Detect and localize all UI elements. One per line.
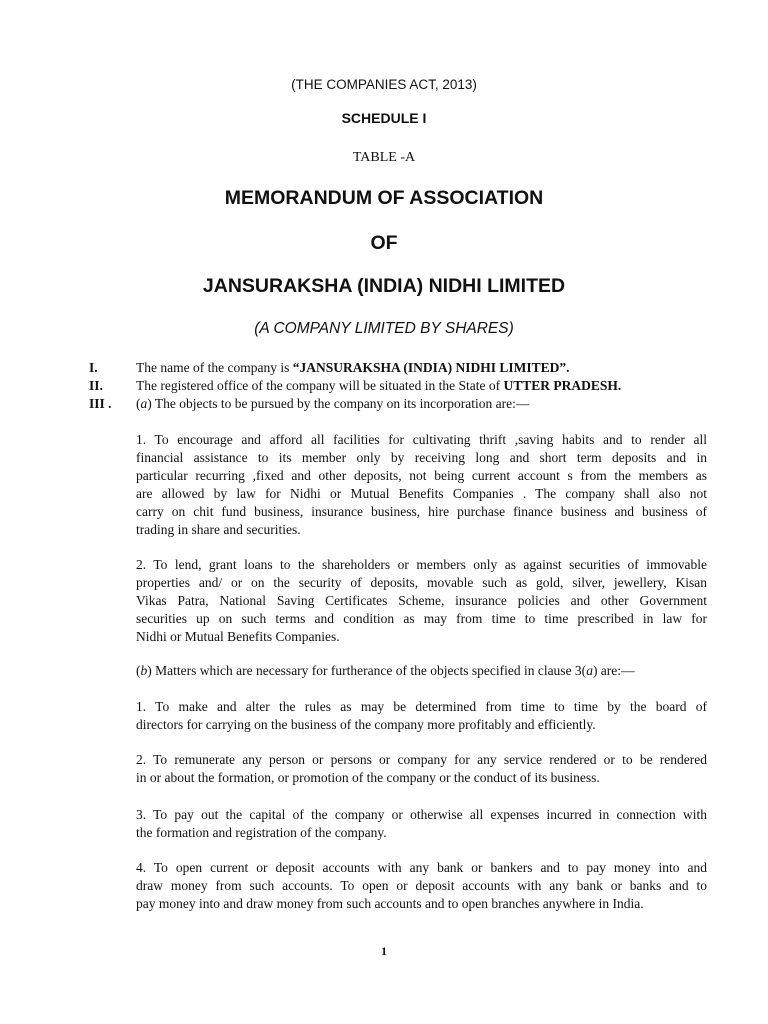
of-title: OF	[370, 232, 398, 254]
clause-letter: b	[140, 663, 148, 678]
act-reference: (THE COMPANIES ACT, 2013)	[291, 77, 477, 92]
paren: (	[136, 396, 141, 411]
company-type-subtitle: (A COMPANY LIMITED BY SHARES)	[254, 320, 514, 337]
paragraph-line: 1. To encourage and afford all facilities for cultivating thrift ,saving habits and to render all	[136, 432, 707, 447]
paren: (	[136, 663, 141, 678]
clause-text	[136, 395, 529, 413]
schedule-heading: SCHEDULE I	[341, 110, 427, 126]
paragraph-line: 1. To make and alter the rules as may be determined from time to time by the board of	[136, 699, 707, 714]
paragraph-line: are allowed by law for Nidhi or Mutual Benefits Companies . The company shall also not	[136, 486, 707, 501]
clause-letter: a	[586, 663, 593, 678]
clause-text-plain: ) The objects to be pursued by the company on its incorporation are:—	[147, 396, 530, 411]
paragraph-line: financial assistance to its member only by receiving long and short term deposits and in	[136, 450, 707, 465]
memorandum-title: MEMORANDUM OF ASSOCIATION	[224, 187, 544, 209]
table-heading: TABLE -A	[352, 150, 416, 165]
paragraph-line: properties and/ or on the security of deposits, movable such as gold, silver, jewellery, Kisan	[136, 575, 707, 590]
paragraph-line: particular recurring ,fixed and other deposits, not being current account s from the members as	[136, 468, 707, 483]
matters-heading	[136, 662, 707, 680]
object-item-2	[136, 556, 707, 646]
clause-text-plain: The registered office of the company will be situated in the State of	[136, 378, 504, 393]
paragraph-line: draw money from such accounts. To open or deposit accounts with any bank or banks and to	[136, 878, 707, 893]
paragraph-line: pay money into and draw money from such accounts and to open branches anywhere in India.	[136, 896, 644, 911]
clause-text	[136, 377, 621, 395]
paragraph-line: directors for carrying on the business of the company more profitably and efficiently.	[136, 717, 596, 732]
paragraph-line: in or about the formation, or promotion of the company or the conduct of its business.	[136, 770, 600, 785]
matter-item-4	[136, 859, 707, 913]
paragraph-line: securities up on such terms and condition as may from time to time prescribed in law for	[136, 611, 707, 626]
clause-letter: a	[140, 396, 148, 411]
paragraph-line: 4. To open current or deposit accounts with any bank or bankers and to pay money into and	[136, 860, 707, 875]
page-number: 1	[381, 944, 387, 958]
matter-item-3	[136, 806, 707, 842]
matter-item-1	[136, 698, 707, 734]
paragraph-line: 2. To lend, grant loans to the shareholders or members only as against securities of immovable	[136, 557, 707, 572]
clause-number: I.	[89, 360, 98, 375]
heading-text: ) Matters which are necessary for furtherance of the objects specified in clause 3(	[147, 663, 587, 678]
company-name-inline: “JANSURAKSHA (INDIA) NIDHI LIMITED”.	[292, 360, 570, 375]
paragraph-line: carry on chit fund business, insurance business, hire purchase finance business and business of	[136, 504, 707, 519]
paragraph-line: Nidhi or Mutual Benefits Companies.	[136, 629, 340, 644]
paragraph-line	[136, 662, 707, 680]
clause-text-plain: The name of the company is	[136, 360, 293, 375]
paragraph-line: trading in share and securities.	[136, 522, 301, 537]
company-name-title: JANSURAKSHA (INDIA) NIDHI LIMITED	[202, 275, 566, 297]
paragraph-line: 2. To remunerate any person or persons or company for any service rendered or to be rendered	[136, 752, 707, 767]
state-name-inline: UTTER PRADESH.	[503, 378, 622, 393]
heading-text-end: ) are:—	[592, 663, 635, 678]
clause-number: II.	[89, 378, 103, 393]
paragraph-line: 3. To pay out the capital of the company or otherwise all expenses incurred in connection with	[136, 807, 707, 822]
paragraph-line: Vikas Patra, National Saving Certificates Scheme, insurance policies and other Government	[136, 593, 707, 608]
paragraph-line: the formation and registration of the company.	[136, 825, 387, 840]
clause-number: III .	[89, 396, 112, 411]
object-item-1	[136, 431, 707, 539]
matter-item-2	[136, 751, 707, 787]
clause-text	[136, 359, 570, 377]
